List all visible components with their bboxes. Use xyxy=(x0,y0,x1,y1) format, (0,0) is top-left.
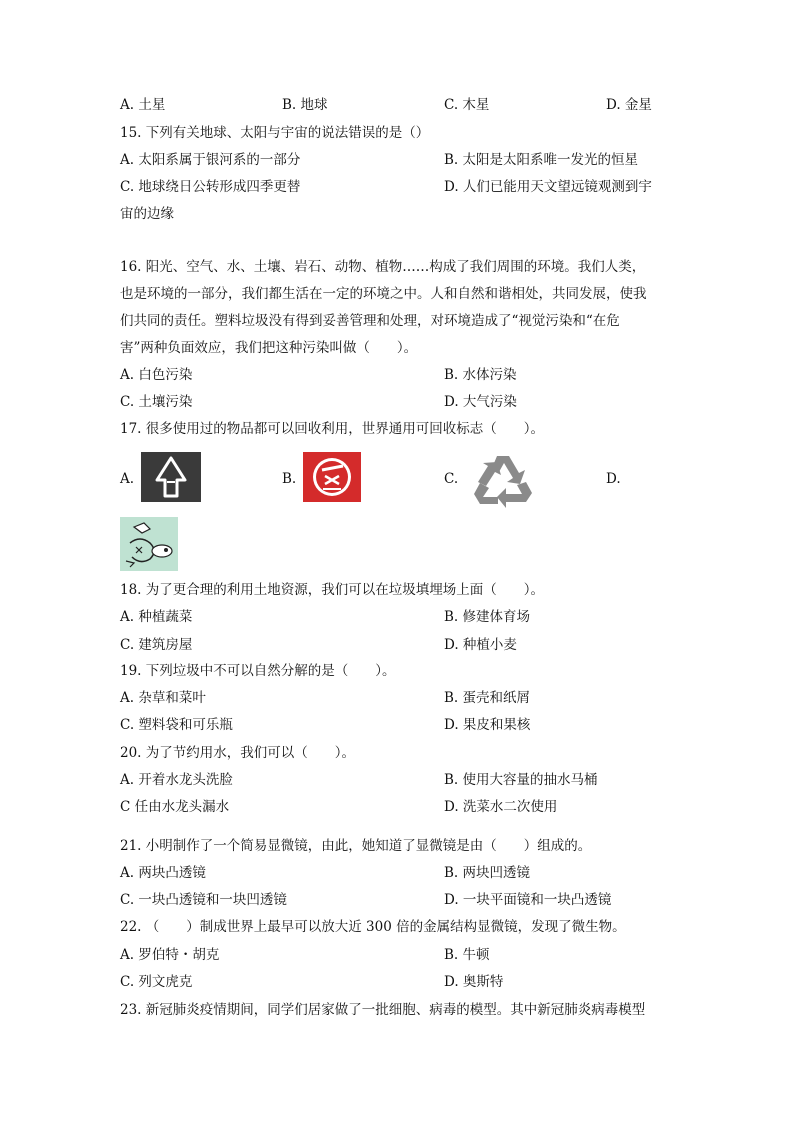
no-litter-icon xyxy=(303,452,361,502)
q14-option-a: A. 土星 xyxy=(120,97,166,113)
q17-option-c-label: C. xyxy=(444,471,459,487)
q16-stem-line-3: 们共同的责任。塑料垃圾没有得到妥善管理和处理，对环境造成了“视觉污染和“在危 xyxy=(120,313,620,329)
q17-option-d-label: D. xyxy=(606,471,621,487)
q16-stem-line-2: 也是环境的一部分，我们都生活在一定的环境之中。人和自然和谐相处，共同发展，使我 xyxy=(120,286,647,302)
q14-option-c: C. 木星 xyxy=(444,97,490,113)
q23-stem: 23. 新冠肺炎疫情期间，同学们居家做了一批细胞、病毒的模型。其中新冠肺炎病毒模型 xyxy=(120,1002,646,1018)
q17-stem: 17. 很多使用过的物品都可以回收利用，世界通用可回收标志（ ）。 xyxy=(120,421,545,437)
q15-option-a: A. 太阳系属于银河系的一部分 xyxy=(120,152,301,168)
q15-stem: 15. 下列有关地球、太阳与宇宙的说法错误的是（） xyxy=(120,125,430,141)
q16-option-b: B. 水体污染 xyxy=(444,367,517,383)
q18-option-c: C. 建筑房屋 xyxy=(120,637,193,653)
q15-option-c: C. 地球绕日公转形成四季更替 xyxy=(120,179,301,195)
q18-option-d: D. 种植小麦 xyxy=(444,637,517,653)
q19-option-d: D. 果皮和果核 xyxy=(444,717,531,733)
q20-option-c: C 任由水龙头漏水 xyxy=(120,799,230,815)
doodle-card-icon xyxy=(120,517,178,571)
q18-stem: 18. 为了更合理的利用土地资源，我们可以在垃圾填埋场上面（ ）。 xyxy=(120,582,545,598)
q19-stem: 19. 下列垃圾中不可以自然分解的是（ ）。 xyxy=(120,663,396,679)
q17-option-a-label: A. xyxy=(120,471,135,487)
q20-option-b: B. 使用大容量的抽水马桶 xyxy=(444,772,598,788)
recycle-triangle-icon xyxy=(470,452,536,510)
q20-option-a: A. 开着水龙头洗脸 xyxy=(120,772,233,788)
q21-option-c: C. 一块凸透镜和一块凹透镜 xyxy=(120,892,287,908)
q15-option-b: B. 太阳是太阳系唯一发光的恒星 xyxy=(444,152,639,168)
q15-option-d: D. 人们已能用天文望远镜观测到宇 xyxy=(444,179,652,195)
q19-option-a: A. 杂草和菜叶 xyxy=(120,690,206,706)
q22-option-d: D. 奥斯特 xyxy=(444,974,504,990)
q16-option-d: D. 大气污染 xyxy=(444,394,517,410)
q14-option-d: D. 金星 xyxy=(606,97,652,113)
q16-stem-line-1: 16. 阳光、空气、水、土壤、岩石、动物、植物……构成了我们周围的环境。我们人类， xyxy=(120,259,646,275)
q19-option-b: B. 蛋壳和纸屑 xyxy=(444,690,531,706)
q21-stem: 21. 小明制作了一个简易显微镜，由此，她知道了显微镜是由（ ）组成的。 xyxy=(120,838,592,854)
q14-option-b: B. 地球 xyxy=(282,97,328,113)
q21-option-a: A. 两块凸透镜 xyxy=(120,865,206,881)
q16-option-c: C. 土壤污染 xyxy=(120,394,193,410)
recycle-arrow-icon xyxy=(141,452,201,502)
q20-option-d: D. 洗菜水二次使用 xyxy=(444,799,558,815)
q22-option-a: A. 罗伯特・胡克 xyxy=(120,947,220,963)
q21-option-d: D. 一块平面镜和一块凸透镜 xyxy=(444,892,612,908)
q21-option-b: B. 两块凹透镜 xyxy=(444,865,531,881)
q19-option-c: C. 塑料袋和可乐瓶 xyxy=(120,717,233,733)
q17-option-b-label: B. xyxy=(282,471,297,487)
q16-option-a: A. 白色污染 xyxy=(120,367,193,383)
q18-option-b: B. 修建体育场 xyxy=(444,609,531,625)
q22-option-c: C. 列文虎克 xyxy=(120,974,193,990)
q16-stem-line-4: 害”两种负面效应，我们把这种污染叫做（ ）。 xyxy=(120,340,418,356)
q22-stem: 22. （ ）制成世界上最早可以放大近 300 倍的金属结构显微镜，发现了微生物。 xyxy=(120,919,626,935)
q20-stem: 20. 为了节约用水，我们可以（ ）。 xyxy=(120,745,356,761)
q22-option-b: B. 牛顿 xyxy=(444,947,490,963)
q18-option-a: A. 种植蔬菜 xyxy=(120,609,193,625)
q15-option-d-continued: 宙的边缘 xyxy=(120,206,174,222)
